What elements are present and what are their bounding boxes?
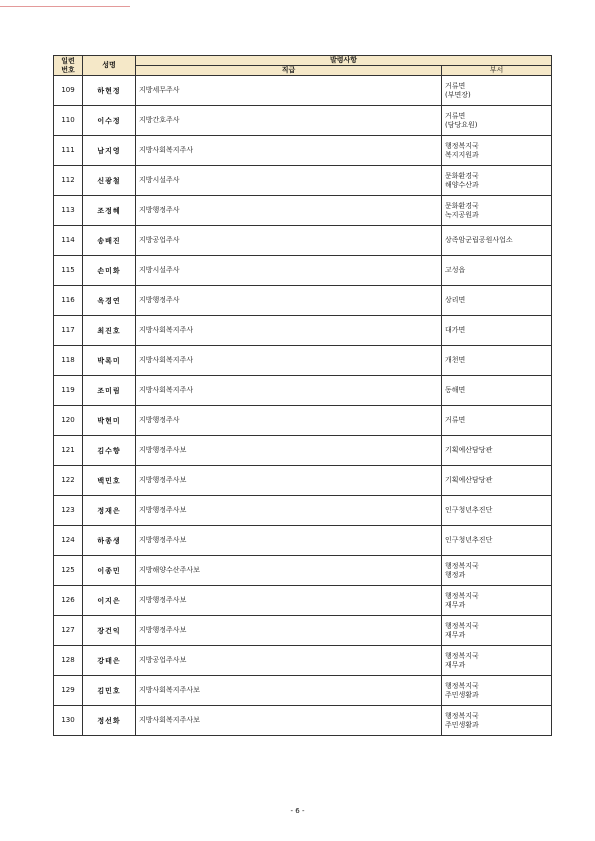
table-row — [54, 556, 552, 586]
serial-number-cell: 116 — [54, 286, 83, 316]
serial-number-cell: 118 — [54, 346, 83, 376]
department-cell: 인구청년추진단 — [442, 526, 552, 556]
serial-number-cell: 110 — [54, 106, 83, 136]
name-cell: 이종민 — [83, 556, 136, 586]
table-row — [54, 226, 552, 256]
serial-number-cell: 119 — [54, 376, 83, 406]
table-row — [54, 496, 552, 526]
serial-number-cell: 129 — [54, 676, 83, 706]
rank-cell: 지방공업주사 — [136, 226, 442, 256]
rank-cell: 지방시설주사 — [136, 256, 442, 286]
department-cell: 행정복지국 재무과 — [442, 586, 552, 616]
table-row — [54, 406, 552, 436]
department-cell: 행정복지국 복지지원과 — [442, 136, 552, 166]
name-cell: 하종생 — [83, 526, 136, 556]
department-cell: 문화환경국 녹지공원과 — [442, 196, 552, 226]
department-cell: 동해면 — [442, 376, 552, 406]
name-cell: 박현미 — [83, 406, 136, 436]
table-row — [54, 676, 552, 706]
department-cell: 인구청년추진단 — [442, 496, 552, 526]
rank-cell: 지방행정주사 — [136, 286, 442, 316]
department-cell: 상리면 — [442, 286, 552, 316]
department-cell: 기획예산담당관 — [442, 466, 552, 496]
department-cell: 대가면 — [442, 316, 552, 346]
serial-number-cell: 127 — [54, 616, 83, 646]
table-row — [54, 76, 552, 106]
name-cell: 백민호 — [83, 466, 136, 496]
header-department: 부서 — [442, 66, 552, 76]
name-cell: 옥경연 — [83, 286, 136, 316]
serial-number-cell: 128 — [54, 646, 83, 676]
department-cell: 행정복지국 행정과 — [442, 556, 552, 586]
serial-number-cell: 123 — [54, 496, 83, 526]
department-cell: 행정복지국 재무과 — [442, 616, 552, 646]
table-row — [54, 346, 552, 376]
table-row — [54, 256, 552, 286]
table-body — [54, 76, 552, 736]
table-row — [54, 136, 552, 166]
table-row — [54, 706, 552, 736]
department-cell: 행정복지국 주민생활과 — [442, 676, 552, 706]
rank-cell: 지방행정주사보 — [136, 586, 442, 616]
serial-number-cell: 130 — [54, 706, 83, 736]
serial-number-cell: 117 — [54, 316, 83, 346]
serial-number-cell: 126 — [54, 586, 83, 616]
top-rule — [0, 6, 130, 7]
name-cell: 최진호 — [83, 316, 136, 346]
department-cell: 고성읍 — [442, 256, 552, 286]
serial-number-cell: 120 — [54, 406, 83, 436]
rank-cell: 지방행정주사 — [136, 196, 442, 226]
table-row — [54, 286, 552, 316]
department-cell: 거류면 (부면장) — [442, 76, 552, 106]
page-number: - 6 - — [290, 807, 305, 815]
name-cell: 이지은 — [83, 586, 136, 616]
header-name: 성명 — [83, 56, 136, 76]
department-cell: 행정복지국 재무과 — [442, 646, 552, 676]
department-cell: 기획예산담당관 — [442, 436, 552, 466]
table-row — [54, 646, 552, 676]
serial-number-cell: 112 — [54, 166, 83, 196]
table-row — [54, 436, 552, 466]
table-row — [54, 106, 552, 136]
name-cell: 이수정 — [83, 106, 136, 136]
serial-number-cell: 109 — [54, 76, 83, 106]
serial-number-cell: 121 — [54, 436, 83, 466]
name-cell: 김민호 — [83, 676, 136, 706]
name-cell: 손미화 — [83, 256, 136, 286]
serial-number-cell: 122 — [54, 466, 83, 496]
serial-number-cell: 115 — [54, 256, 83, 286]
rank-cell: 지방간호주사 — [136, 106, 442, 136]
table-row — [54, 196, 552, 226]
rank-cell: 지방공업주사보 — [136, 646, 442, 676]
name-cell: 남지영 — [83, 136, 136, 166]
department-cell: 문화환경국 해양수산과 — [442, 166, 552, 196]
department-cell: 거류면 — [442, 406, 552, 436]
rank-cell: 지방행정주사보 — [136, 436, 442, 466]
name-cell: 박록미 — [83, 346, 136, 376]
header-serial-number: 일련 번호 — [54, 56, 83, 76]
rank-cell: 지방사회복지주사 — [136, 136, 442, 166]
name-cell: 강태은 — [83, 646, 136, 676]
rank-cell: 지방사회복지주사보 — [136, 706, 442, 736]
name-cell: 조정혜 — [83, 196, 136, 226]
name-cell: 송배진 — [83, 226, 136, 256]
rank-cell: 지방행정주사보 — [136, 466, 442, 496]
serial-number-cell: 124 — [54, 526, 83, 556]
table-row — [54, 466, 552, 496]
rank-cell: 지방해양수산주사보 — [136, 556, 442, 586]
serial-number-cell: 113 — [54, 196, 83, 226]
table-row — [54, 616, 552, 646]
rank-cell: 지방사회복지주사보 — [136, 676, 442, 706]
rank-cell: 지방행정주사보 — [136, 616, 442, 646]
name-cell: 장건익 — [83, 616, 136, 646]
table-row — [54, 166, 552, 196]
rank-cell: 지방행정주사 — [136, 406, 442, 436]
table-row — [54, 526, 552, 556]
rank-cell: 지방사회복지주사 — [136, 346, 442, 376]
rank-cell: 지방사회복지주사 — [136, 316, 442, 346]
header-appointment: 발령사항 — [136, 56, 552, 66]
rank-cell: 지방행정주사보 — [136, 526, 442, 556]
table-row — [54, 376, 552, 406]
department-cell: 행정복지국 주민생활과 — [442, 706, 552, 736]
name-cell: 정재은 — [83, 496, 136, 526]
name-cell: 김수향 — [83, 436, 136, 466]
rank-cell: 지방행정주사보 — [136, 496, 442, 526]
name-cell: 하현정 — [83, 76, 136, 106]
department-cell: 개천면 — [442, 346, 552, 376]
department-cell: 상족암군립공원사업소 — [442, 226, 552, 256]
serial-number-cell: 114 — [54, 226, 83, 256]
name-cell: 조미림 — [83, 376, 136, 406]
table-row — [54, 316, 552, 346]
header-rank: 직급 — [136, 66, 442, 76]
appointment-table — [53, 55, 552, 736]
rank-cell: 지방세무주사 — [136, 76, 442, 106]
name-cell: 신광철 — [83, 166, 136, 196]
name-cell: 정선화 — [83, 706, 136, 736]
department-cell: 거류면 (담당요원) — [442, 106, 552, 136]
table-row — [54, 586, 552, 616]
serial-number-cell: 111 — [54, 136, 83, 166]
rank-cell: 지방시설주사 — [136, 166, 442, 196]
serial-number-cell: 125 — [54, 556, 83, 586]
rank-cell: 지방사회복지주사 — [136, 376, 442, 406]
